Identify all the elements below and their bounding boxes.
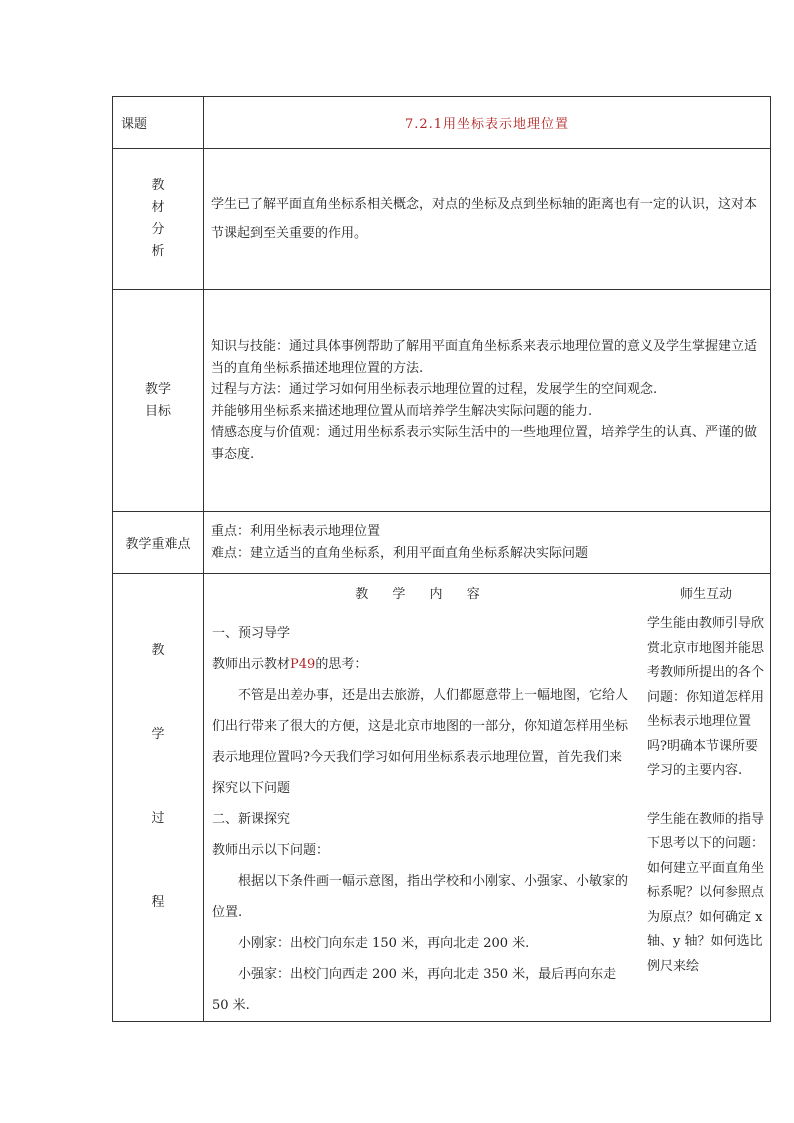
task-text: 根据以下条件画一幅示意图，指出学校和小刚家、小强家、小敏家的位置. xyxy=(212,874,629,920)
goals-label xyxy=(113,290,204,512)
goals-row xyxy=(113,290,771,512)
analysis-label xyxy=(113,149,204,290)
section-preview: 一、预习导学 xyxy=(212,626,291,641)
analysis-row xyxy=(113,149,771,290)
content-header: 教 学 内 容 xyxy=(355,586,490,602)
keypoints-row xyxy=(113,512,771,574)
interaction-p2: 学生能在教师的指导下思考以下的问题：如何建立平面直角坐标系呢？以何参照点为原点？如何确定 x 轴、y 轴？如何选比例尺来绘 xyxy=(647,811,765,974)
analysis-label-char: 材 xyxy=(151,200,165,215)
difficult-point: 难点：建立适当的直角坐标系，利用平面直角坐标系解决实际问题 xyxy=(211,545,589,561)
analysis-label-char: 析 xyxy=(151,244,165,259)
intro-prefix: 教师出示教材 xyxy=(212,657,291,672)
title-label: 课题 xyxy=(113,97,204,149)
goals-text xyxy=(204,290,771,512)
lesson-title: 7.2.1用坐标表示地理位置 xyxy=(204,97,771,149)
goal-process: 过程与方法：通过学习如何用坐标表示地理位置的过程，发展学生的空间观念. xyxy=(211,382,658,397)
key-point: 重点：利用坐标表示地理位置 xyxy=(211,523,381,539)
interaction-body xyxy=(641,610,771,1021)
goal-ability: 并能够用坐标系来描述地理位置从而培养学生解决实际问题的能力. xyxy=(211,403,593,419)
process-cell xyxy=(204,574,771,1022)
process-label-char: 教 xyxy=(151,643,165,658)
keypoints-label: 教学重难点 xyxy=(113,512,204,574)
intro-paragraph: 不管是出差办事，还是出去旅游，人们都愿意带上一幅地图，它给人们出行带来了很大的方便，这是北京市地图的一部分，你知道怎样用坐标表示地理位置吗?今天我们学习如何用坐标系表示地理位置，首先我们来探究以下问题 xyxy=(212,688,629,796)
gang-home: 小刚家：出校门向东走 150 米，再向北走 200 米. xyxy=(238,936,530,951)
goal-attitude: 情感态度与价值观：通过用坐标系表示实际生活中的一些地理位置，培养学生的认真、严谨的做事态度. xyxy=(211,425,758,462)
process-label xyxy=(113,574,204,1022)
analysis-label-char: 教 xyxy=(151,178,165,193)
interaction-p1: 学生能由教师引导欣赏北京市地图并能思考教师所提出的各个问题：你知道怎样用坐标表示地理位置吗?明确本节课所要学习的主要内容. xyxy=(647,616,765,778)
intro-page-ref: P49 xyxy=(290,657,316,672)
process-label-char: 学 xyxy=(151,727,165,742)
analysis-label-char: 分 xyxy=(151,222,165,237)
lesson-plan-table xyxy=(112,96,771,1022)
keypoints-text xyxy=(204,512,771,574)
goal-knowledge: 知识与技能：通过具体事例帮助了解用平面直角坐标系来表示地理位置的意义及学生掌握建立适当的直角坐标系描述地理位置的方法. xyxy=(211,339,758,376)
process-label-char: 过 xyxy=(151,811,165,826)
goals-label-line: 目标 xyxy=(144,403,171,419)
goals-label-line: 教学 xyxy=(144,381,171,397)
process-inner-table xyxy=(204,574,771,1021)
interaction-header: 师生互动 xyxy=(679,586,732,602)
process-row xyxy=(113,574,771,1022)
intro-suffix: 的思考： xyxy=(315,657,368,672)
intro-line xyxy=(212,649,633,680)
section-explore: 二、新课探究 xyxy=(212,812,291,827)
interaction-gap xyxy=(647,784,767,808)
process-label-char: 程 xyxy=(151,895,165,910)
content-body xyxy=(204,610,641,1021)
qiang-home: 小强家：出校门向西走 200 米，再向北走 350 米，最后再向东走 50 米. xyxy=(212,967,617,1013)
show-problem: 教师出示以下问题： xyxy=(212,843,330,858)
title-row xyxy=(113,97,771,149)
analysis-text: 学生已了解平面直角坐标系相关概念，对点的坐标及点到坐标轴的距离也有一定的认识，这对本节课起到至关重要的作用。 xyxy=(204,149,771,290)
